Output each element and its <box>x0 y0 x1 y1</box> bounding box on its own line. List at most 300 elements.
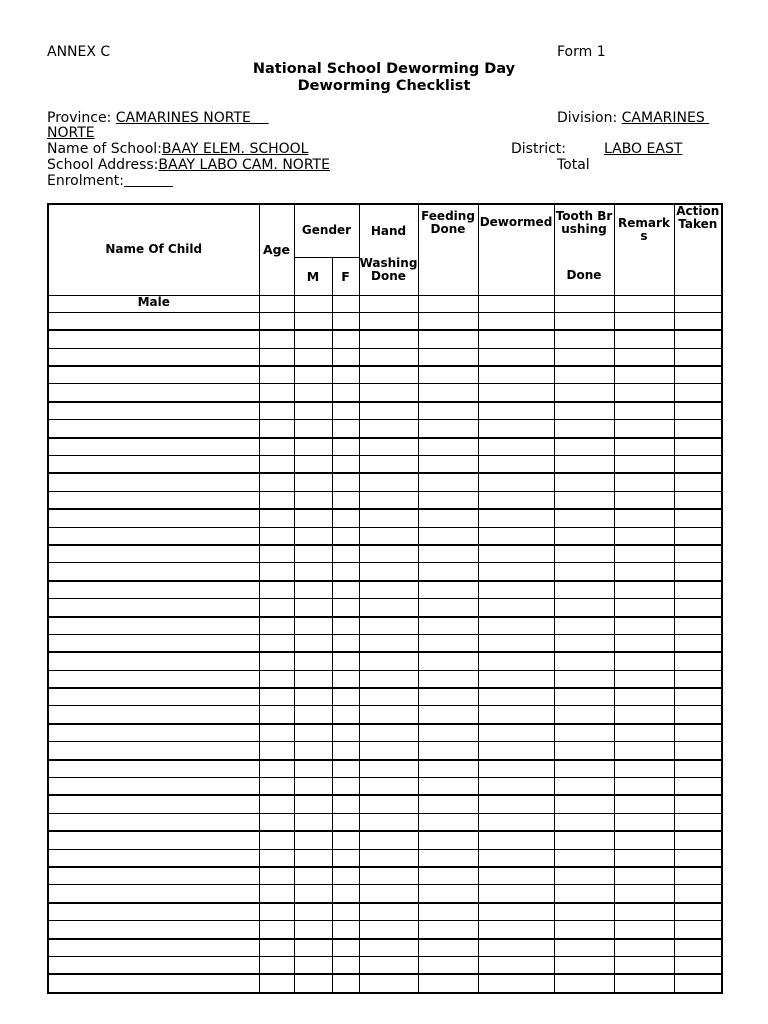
table-cell[interactable] <box>614 706 674 724</box>
table-cell[interactable] <box>674 867 722 885</box>
table-cell[interactable] <box>294 330 332 348</box>
table-cell[interactable] <box>48 939 259 957</box>
table-cell[interactable] <box>478 545 554 563</box>
table-cell[interactable] <box>614 420 674 438</box>
table-cell[interactable] <box>332 652 359 670</box>
table-cell[interactable] <box>674 670 722 688</box>
table-cell[interactable] <box>614 670 674 688</box>
table-cell[interactable] <box>332 974 359 992</box>
table-cell[interactable] <box>674 581 722 599</box>
table-cell[interactable] <box>554 527 614 545</box>
table-cell[interactable] <box>259 509 294 527</box>
table-cell[interactable] <box>259 581 294 599</box>
table-cell[interactable] <box>614 599 674 617</box>
table-cell[interactable] <box>614 921 674 939</box>
table-cell[interactable] <box>359 581 418 599</box>
table-cell[interactable] <box>259 742 294 760</box>
table-cell[interactable] <box>48 617 259 635</box>
table-cell[interactable] <box>48 706 259 724</box>
table-cell[interactable] <box>359 652 418 670</box>
table-cell[interactable] <box>48 921 259 939</box>
table-cell[interactable] <box>554 670 614 688</box>
table-cell[interactable] <box>478 760 554 778</box>
table-cell[interactable] <box>554 921 614 939</box>
table-cell[interactable] <box>48 760 259 778</box>
table-cell[interactable] <box>332 778 359 796</box>
table-cell[interactable] <box>294 795 332 813</box>
table-cell[interactable] <box>674 473 722 491</box>
table-cell[interactable] <box>478 402 554 420</box>
table-cell[interactable] <box>48 599 259 617</box>
table-cell[interactable] <box>614 617 674 635</box>
table-cell[interactable] <box>418 366 478 384</box>
table-cell[interactable] <box>614 831 674 849</box>
table-cell[interactable] <box>614 312 674 330</box>
table-cell[interactable] <box>332 939 359 957</box>
table-cell[interactable] <box>294 742 332 760</box>
table-cell[interactable] <box>48 384 259 402</box>
table-cell[interactable] <box>332 473 359 491</box>
table-cell[interactable] <box>418 831 478 849</box>
table-cell[interactable] <box>674 795 722 813</box>
table-cell[interactable] <box>478 473 554 491</box>
table-cell[interactable] <box>259 688 294 706</box>
table-cell[interactable] <box>418 813 478 831</box>
table-cell[interactable] <box>554 563 614 581</box>
table-cell[interactable] <box>614 795 674 813</box>
table-cell[interactable] <box>418 867 478 885</box>
table-cell[interactable] <box>418 491 478 509</box>
table-cell[interactable] <box>48 402 259 420</box>
table-cell[interactable] <box>478 867 554 885</box>
table-cell[interactable] <box>259 617 294 635</box>
table-cell[interactable] <box>478 438 554 456</box>
table-cell[interactable] <box>418 312 478 330</box>
table-cell[interactable] <box>554 312 614 330</box>
table-cell[interactable] <box>674 527 722 545</box>
table-cell[interactable] <box>48 652 259 670</box>
table-cell[interactable] <box>359 366 418 384</box>
table-cell[interactable] <box>478 921 554 939</box>
table-cell[interactable] <box>294 438 332 456</box>
table-cell[interactable] <box>614 652 674 670</box>
table-cell[interactable] <box>359 706 418 724</box>
table-cell[interactable] <box>48 813 259 831</box>
table-cell[interactable] <box>614 438 674 456</box>
table-cell[interactable] <box>478 724 554 742</box>
table-cell[interactable] <box>294 974 332 992</box>
table-cell[interactable] <box>332 545 359 563</box>
table-cell[interactable] <box>259 831 294 849</box>
table-cell[interactable] <box>48 670 259 688</box>
table-cell[interactable] <box>554 617 614 635</box>
table-cell[interactable] <box>478 456 554 474</box>
table-cell[interactable] <box>478 903 554 921</box>
table-cell[interactable] <box>259 867 294 885</box>
table-cell[interactable] <box>48 885 259 903</box>
table-cell[interactable] <box>554 760 614 778</box>
table-cell[interactable] <box>478 670 554 688</box>
table-cell[interactable] <box>359 867 418 885</box>
table-cell[interactable] <box>418 527 478 545</box>
table-cell[interactable] <box>48 330 259 348</box>
table-cell[interactable] <box>259 491 294 509</box>
table-cell[interactable] <box>418 670 478 688</box>
table-cell[interactable] <box>614 384 674 402</box>
table-cell[interactable] <box>332 956 359 974</box>
table-cell[interactable] <box>359 778 418 796</box>
table-cell[interactable] <box>359 509 418 527</box>
table-cell[interactable] <box>478 831 554 849</box>
table-cell[interactable] <box>614 903 674 921</box>
table-cell[interactable] <box>259 527 294 545</box>
table-cell[interactable] <box>478 795 554 813</box>
table-cell[interactable] <box>478 330 554 348</box>
table-cell[interactable] <box>48 867 259 885</box>
table-cell[interactable] <box>259 974 294 992</box>
table-cell[interactable] <box>259 724 294 742</box>
table-cell[interactable] <box>478 312 554 330</box>
table-cell[interactable] <box>554 885 614 903</box>
table-cell[interactable] <box>418 652 478 670</box>
table-cell[interactable] <box>478 491 554 509</box>
table-cell[interactable] <box>418 402 478 420</box>
table-cell[interactable] <box>478 366 554 384</box>
table-cell[interactable] <box>48 348 259 366</box>
table-cell[interactable] <box>359 491 418 509</box>
table-cell[interactable] <box>418 742 478 760</box>
table-cell[interactable] <box>332 849 359 867</box>
table-cell[interactable] <box>418 921 478 939</box>
table-cell[interactable] <box>294 921 332 939</box>
table-cell[interactable] <box>48 563 259 581</box>
table-cell[interactable] <box>614 956 674 974</box>
table-cell[interactable] <box>554 831 614 849</box>
table-cell[interactable] <box>359 420 418 438</box>
table-cell[interactable] <box>554 456 614 474</box>
table-cell[interactable] <box>478 849 554 867</box>
table-cell[interactable] <box>554 849 614 867</box>
table-cell[interactable] <box>294 384 332 402</box>
table-cell[interactable] <box>259 634 294 652</box>
table-cell[interactable] <box>259 330 294 348</box>
table-cell[interactable] <box>418 330 478 348</box>
table-cell[interactable] <box>332 760 359 778</box>
table-cell[interactable] <box>614 724 674 742</box>
table-cell[interactable] <box>478 778 554 796</box>
table-cell[interactable] <box>674 348 722 366</box>
table-cell[interactable] <box>554 491 614 509</box>
table-cell[interactable] <box>478 599 554 617</box>
table-cell[interactable] <box>359 545 418 563</box>
table-cell[interactable] <box>259 652 294 670</box>
table-cell[interactable] <box>614 974 674 992</box>
table-cell[interactable] <box>294 545 332 563</box>
table-cell[interactable] <box>478 688 554 706</box>
table-cell[interactable] <box>359 527 418 545</box>
table-cell[interactable] <box>614 760 674 778</box>
table-cell[interactable] <box>554 420 614 438</box>
table-cell[interactable] <box>332 348 359 366</box>
table-cell[interactable] <box>478 885 554 903</box>
table-cell[interactable] <box>332 384 359 402</box>
table-cell[interactable] <box>359 742 418 760</box>
table-cell[interactable] <box>359 563 418 581</box>
table-cell[interactable] <box>554 974 614 992</box>
table-cell[interactable] <box>418 956 478 974</box>
table-cell[interactable] <box>418 885 478 903</box>
table-cell[interactable] <box>418 599 478 617</box>
table-cell[interactable] <box>674 778 722 796</box>
table-cell[interactable] <box>554 724 614 742</box>
table-cell[interactable] <box>674 384 722 402</box>
table-cell[interactable] <box>614 778 674 796</box>
table-cell[interactable] <box>554 813 614 831</box>
table-cell[interactable] <box>674 402 722 420</box>
table-cell[interactable] <box>554 903 614 921</box>
table-cell[interactable] <box>478 617 554 635</box>
table-cell[interactable] <box>614 939 674 957</box>
table-cell[interactable] <box>614 849 674 867</box>
table-cell[interactable] <box>674 706 722 724</box>
table-cell[interactable] <box>478 563 554 581</box>
table-cell[interactable] <box>674 563 722 581</box>
table-cell[interactable] <box>478 384 554 402</box>
table-cell[interactable] <box>554 330 614 348</box>
table-cell[interactable] <box>614 456 674 474</box>
table-cell[interactable] <box>332 420 359 438</box>
table-cell[interactable] <box>294 670 332 688</box>
table-cell[interactable] <box>478 527 554 545</box>
table-cell[interactable] <box>294 527 332 545</box>
table-cell[interactable] <box>294 491 332 509</box>
table-cell[interactable] <box>674 885 722 903</box>
table-cell[interactable] <box>48 420 259 438</box>
table-cell[interactable] <box>294 724 332 742</box>
table-cell[interactable] <box>554 688 614 706</box>
table-cell[interactable] <box>614 563 674 581</box>
table-cell[interactable] <box>359 634 418 652</box>
table-cell[interactable] <box>332 903 359 921</box>
table-cell[interactable] <box>418 617 478 635</box>
table-cell[interactable] <box>674 956 722 974</box>
table-cell[interactable] <box>48 527 259 545</box>
table-cell[interactable] <box>332 617 359 635</box>
table-cell[interactable] <box>332 634 359 652</box>
table-cell[interactable] <box>478 634 554 652</box>
table-cell[interactable] <box>554 384 614 402</box>
table-cell[interactable] <box>359 456 418 474</box>
table-cell[interactable] <box>332 366 359 384</box>
table-cell[interactable] <box>259 670 294 688</box>
table-cell[interactable] <box>259 563 294 581</box>
table-cell[interactable] <box>674 742 722 760</box>
table-cell[interactable] <box>259 903 294 921</box>
table-cell[interactable] <box>294 813 332 831</box>
table-cell[interactable] <box>294 903 332 921</box>
table-cell[interactable] <box>259 813 294 831</box>
table-cell[interactable] <box>418 724 478 742</box>
table-cell[interactable] <box>294 509 332 527</box>
table-cell[interactable] <box>359 831 418 849</box>
table-cell[interactable] <box>418 688 478 706</box>
table-cell[interactable] <box>418 760 478 778</box>
table-cell[interactable] <box>294 688 332 706</box>
table-cell[interactable] <box>332 706 359 724</box>
table-cell[interactable] <box>359 438 418 456</box>
table-cell[interactable] <box>332 670 359 688</box>
table-cell[interactable] <box>418 634 478 652</box>
table-cell[interactable] <box>294 939 332 957</box>
table-cell[interactable] <box>418 420 478 438</box>
table-cell[interactable] <box>294 831 332 849</box>
table-cell[interactable] <box>614 885 674 903</box>
table-cell[interactable] <box>674 420 722 438</box>
table-cell[interactable] <box>359 939 418 957</box>
table-cell[interactable] <box>418 456 478 474</box>
table-cell[interactable] <box>332 563 359 581</box>
table-cell[interactable] <box>554 599 614 617</box>
table-cell[interactable] <box>359 795 418 813</box>
table-cell[interactable] <box>554 402 614 420</box>
table-cell[interactable] <box>554 867 614 885</box>
table-cell[interactable] <box>674 509 722 527</box>
table-cell[interactable] <box>554 634 614 652</box>
table-cell[interactable] <box>674 688 722 706</box>
table-cell[interactable] <box>48 473 259 491</box>
table-cell[interactable] <box>674 831 722 849</box>
table-cell[interactable] <box>478 348 554 366</box>
table-cell[interactable] <box>614 491 674 509</box>
table-cell[interactable] <box>478 652 554 670</box>
table-cell[interactable] <box>359 312 418 330</box>
table-cell[interactable] <box>674 939 722 957</box>
table-cell[interactable] <box>674 456 722 474</box>
table-cell[interactable] <box>294 634 332 652</box>
table-cell[interactable] <box>418 438 478 456</box>
table-cell[interactable] <box>294 420 332 438</box>
table-cell[interactable] <box>554 778 614 796</box>
table-cell[interactable] <box>554 581 614 599</box>
table-cell[interactable] <box>294 956 332 974</box>
table-cell[interactable] <box>259 456 294 474</box>
table-cell[interactable] <box>614 348 674 366</box>
table-cell[interactable] <box>359 760 418 778</box>
table-cell[interactable] <box>259 778 294 796</box>
table-cell[interactable] <box>294 366 332 384</box>
table-cell[interactable] <box>359 688 418 706</box>
table-cell[interactable] <box>332 402 359 420</box>
table-cell[interactable] <box>359 348 418 366</box>
table-cell[interactable] <box>294 652 332 670</box>
table-cell[interactable] <box>554 956 614 974</box>
table-cell[interactable] <box>554 509 614 527</box>
table-cell[interactable] <box>259 795 294 813</box>
table-cell[interactable] <box>259 402 294 420</box>
table-cell[interactable] <box>478 956 554 974</box>
table-cell[interactable] <box>332 330 359 348</box>
table-cell[interactable] <box>614 813 674 831</box>
table-cell[interactable] <box>554 652 614 670</box>
table-cell[interactable] <box>48 634 259 652</box>
table-cell[interactable] <box>294 581 332 599</box>
table-cell[interactable] <box>332 688 359 706</box>
table-cell[interactable] <box>332 491 359 509</box>
table-cell[interactable] <box>359 724 418 742</box>
table-cell[interactable] <box>294 706 332 724</box>
table-cell[interactable] <box>359 813 418 831</box>
table-cell[interactable] <box>478 509 554 527</box>
table-cell[interactable] <box>332 581 359 599</box>
table-cell[interactable] <box>359 974 418 992</box>
table-cell[interactable] <box>418 509 478 527</box>
table-cell[interactable] <box>674 599 722 617</box>
table-cell[interactable] <box>554 706 614 724</box>
table-cell[interactable] <box>259 312 294 330</box>
table-cell[interactable] <box>674 366 722 384</box>
table-cell[interactable] <box>259 849 294 867</box>
table-cell[interactable] <box>418 563 478 581</box>
table-cell[interactable] <box>359 849 418 867</box>
table-cell[interactable] <box>48 688 259 706</box>
table-cell[interactable] <box>259 420 294 438</box>
table-cell[interactable] <box>359 599 418 617</box>
table-cell[interactable] <box>48 724 259 742</box>
table-cell[interactable] <box>332 795 359 813</box>
table-cell[interactable] <box>554 438 614 456</box>
table-cell[interactable] <box>478 706 554 724</box>
table-cell[interactable] <box>259 921 294 939</box>
table-cell[interactable] <box>332 438 359 456</box>
table-cell[interactable] <box>614 867 674 885</box>
table-cell[interactable] <box>332 456 359 474</box>
table-cell[interactable] <box>359 885 418 903</box>
table-cell[interactable] <box>418 384 478 402</box>
table-cell[interactable] <box>259 384 294 402</box>
table-cell[interactable] <box>359 903 418 921</box>
table-cell[interactable] <box>48 456 259 474</box>
table-cell[interactable] <box>259 366 294 384</box>
table-cell[interactable] <box>418 581 478 599</box>
table-cell[interactable] <box>614 545 674 563</box>
table-cell[interactable] <box>478 420 554 438</box>
table-cell[interactable] <box>554 366 614 384</box>
table-cell[interactable] <box>614 402 674 420</box>
table-cell[interactable] <box>332 813 359 831</box>
table-cell[interactable] <box>259 939 294 957</box>
table-cell[interactable] <box>259 473 294 491</box>
table-cell[interactable] <box>48 545 259 563</box>
table-cell[interactable] <box>259 438 294 456</box>
table-cell[interactable] <box>674 849 722 867</box>
table-cell[interactable] <box>294 778 332 796</box>
table-cell[interactable] <box>294 885 332 903</box>
table-cell[interactable] <box>48 778 259 796</box>
table-cell[interactable] <box>478 939 554 957</box>
table-cell[interactable] <box>332 312 359 330</box>
table-cell[interactable] <box>674 634 722 652</box>
table-cell[interactable] <box>294 312 332 330</box>
table-cell[interactable] <box>554 545 614 563</box>
table-cell[interactable] <box>418 795 478 813</box>
table-cell[interactable] <box>554 348 614 366</box>
table-cell[interactable] <box>674 312 722 330</box>
table-cell[interactable] <box>359 617 418 635</box>
table-cell[interactable] <box>674 813 722 831</box>
table-cell[interactable] <box>614 688 674 706</box>
table-cell[interactable] <box>674 760 722 778</box>
table-cell[interactable] <box>48 491 259 509</box>
